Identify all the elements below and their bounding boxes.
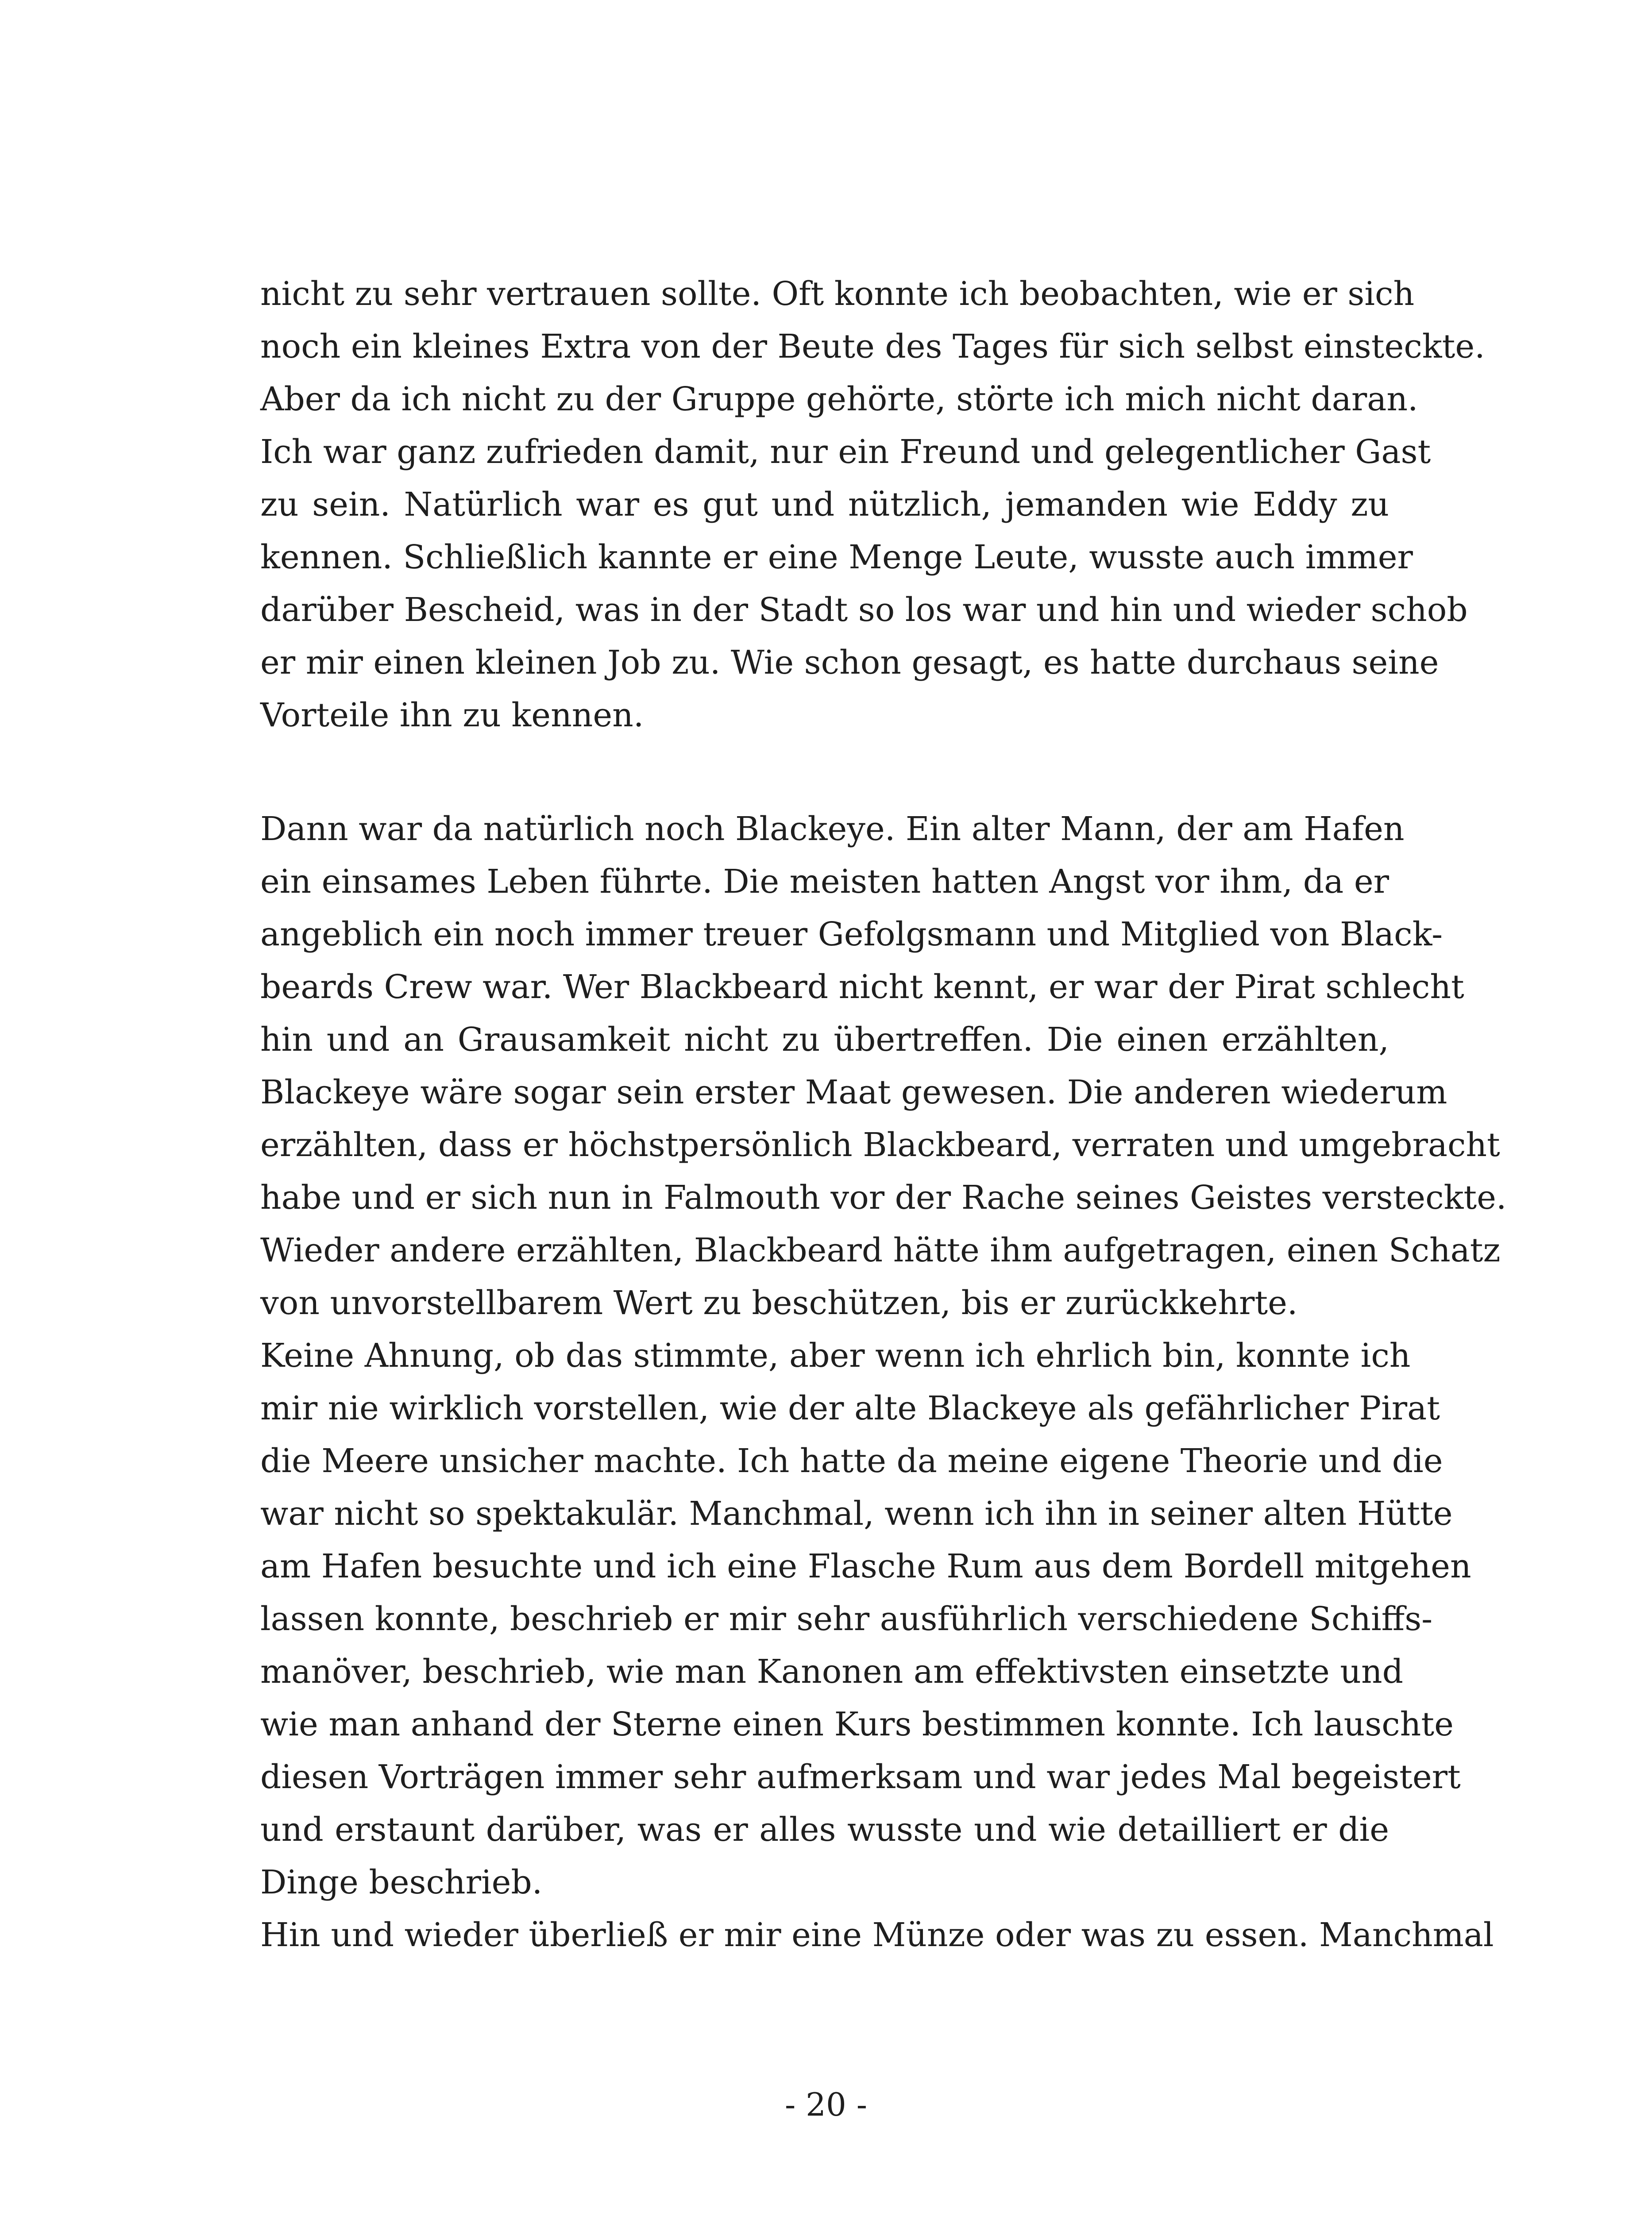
text-line: von unvorstellbarem Wert zu beschützen, bis er zurückkehrte. <box>260 1284 1298 1322</box>
text-line: beards Crew war. Wer Blackbeard nicht kennt, er war der Pirat schlecht <box>260 968 1464 1006</box>
text-line: darüber Bescheid, was in der Stadt so los war und hin und wieder schob <box>260 591 1468 629</box>
text-line: Vorteile ihn zu kennen. <box>260 696 644 734</box>
body-text <box>260 268 1507 1962</box>
text-line: mir nie wirklich vorstellen, wie der alte Blackeye als gefährlicher Pirat <box>260 1389 1440 1427</box>
text-line: am Hafen besuchte und ich eine Flasche Rum aus dem Bordell mitgehen <box>260 1547 1471 1585</box>
paragraph-2 <box>260 803 1507 1330</box>
text-line: kennen. Schließlich kannte er eine Menge Leute, wusste auch immer <box>260 538 1413 576</box>
text-line: Keine Ahnung, ob das stimmte, aber wenn ich ehrlich bin, konnte ich <box>260 1337 1411 1375</box>
text-line: nicht zu sehr vertrauen sollte. Oft konnte ich beobachten, wie er sich <box>260 275 1415 313</box>
paragraph-1 <box>260 268 1485 742</box>
text-line: Ich war ganz zufrieden damit, nur ein Freund und gelegentlicher Gast <box>260 433 1431 471</box>
text-line: angeblich ein noch immer treuer Gefolgsmann und Mitglied von Black- <box>260 915 1443 953</box>
paragraph-3 <box>260 1330 1471 1909</box>
text-line: diesen Vorträgen immer sehr aufmerksam und war jedes Mal begeistert <box>260 1758 1461 1796</box>
text-line: hin und an Grausamkeit nicht zu übertreffen. Die einen erzählten, <box>260 1021 1389 1059</box>
paragraph-gap <box>260 742 1389 803</box>
text-line: manöver, beschrieb, wie man Kanonen am effektivsten einsetzte und <box>260 1653 1403 1691</box>
page-number: - 20 - <box>784 2086 868 2123</box>
text-line: war nicht so spektakulär. Manchmal, wenn ich ihn in seiner alten Hütte <box>260 1495 1453 1533</box>
paragraph-4 <box>260 1909 1494 1962</box>
text-line: erzählten, dass er höchstpersönlich Blackbeard, verraten und umgebracht <box>260 1126 1500 1164</box>
text-line: Aber da ich nicht zu der Gruppe gehörte, störte ich mich nicht daran. <box>260 380 1418 418</box>
text-line: Hin und wieder überließ er mir eine Münze oder was zu essen. Manchmal <box>260 1916 1494 1954</box>
text-line: Wieder andere erzählten, Blackbeard hätte ihm aufgetragen, einen Schatz <box>260 1231 1501 1269</box>
text-line: die Meere unsicher machte. Ich hatte da meine eigene Theorie und die <box>260 1442 1443 1480</box>
text-line: zu sein. Natürlich war es gut und nützlich, jemanden wie Eddy zu <box>260 486 1389 524</box>
text-line: und erstaunt darüber, was er alles wusste und wie detailliert er die <box>260 1811 1389 1849</box>
text-line: habe und er sich nun in Falmouth vor der Rache seines Geistes versteckte. <box>260 1179 1507 1217</box>
text-line: Blackeye wäre sogar sein erster Maat gewesen. Die anderen wiederum <box>260 1073 1447 1111</box>
text-line: er mir einen kleinen Job zu. Wie schon gesagt, es hatte durchaus seine <box>260 644 1439 682</box>
text-line: Dann war da natürlich noch Blackeye. Ein alter Mann, der am Hafen <box>260 810 1405 848</box>
text-line: Dinge beschrieb. <box>260 1863 543 1901</box>
text-line: noch ein kleines Extra von der Beute des Tages für sich selbst einsteckte. <box>260 328 1485 366</box>
text-line: wie man anhand der Sterne einen Kurs bestimmen konnte. Ich lauschte <box>260 1705 1454 1743</box>
text-line: lassen konnte, beschrieb er mir sehr ausführlich verschiedene Schiffs- <box>260 1600 1433 1638</box>
text-line: ein einsames Leben führte. Die meisten hatten Angst vor ihm, da er <box>260 863 1389 901</box>
